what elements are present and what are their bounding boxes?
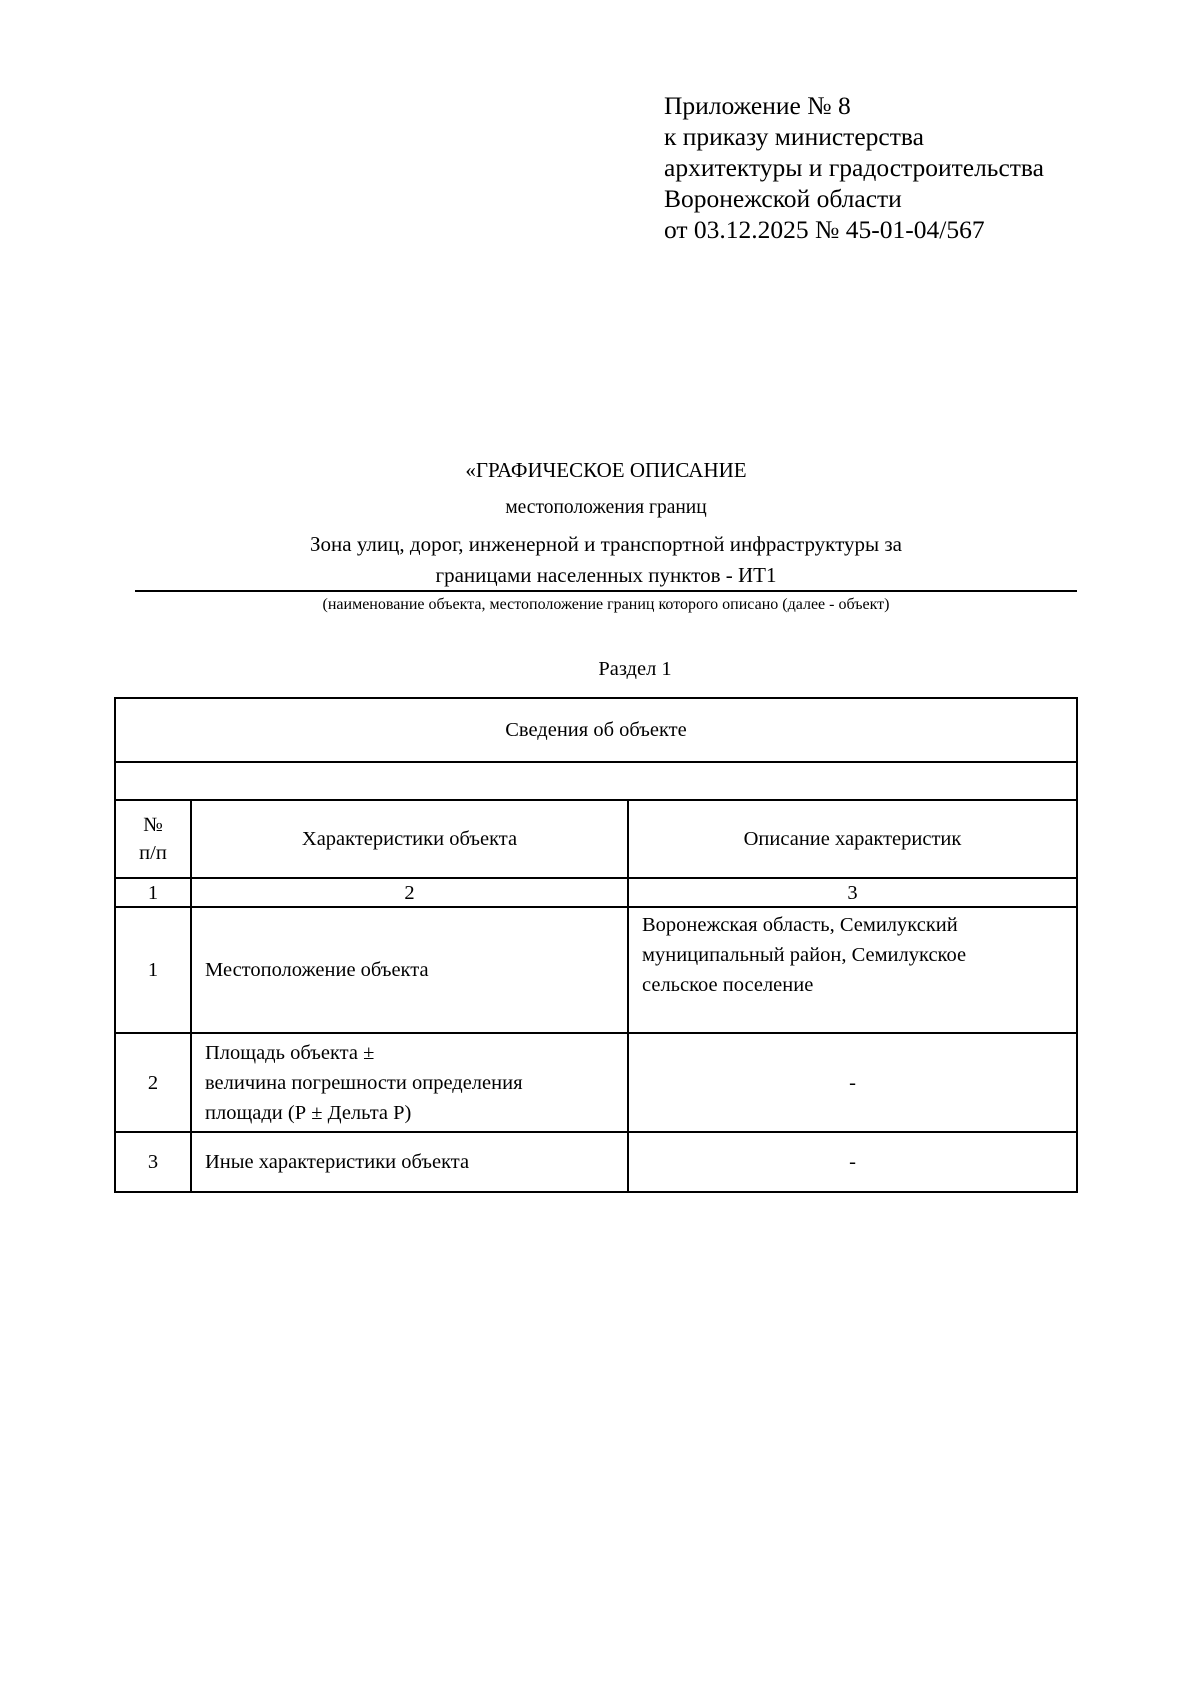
table-row bbox=[115, 907, 1077, 1033]
table-blank-row bbox=[115, 762, 1077, 800]
row-characteristic bbox=[191, 907, 628, 1033]
appendix-line: от 03.12.2025 № 45-01-04/567 bbox=[664, 215, 985, 244]
table-header-row bbox=[115, 800, 1077, 878]
object-name-line: Зона улиц, дорог, инженерной и транспортной инфраструктуры за bbox=[310, 532, 902, 556]
column-number: 3 bbox=[628, 878, 1077, 907]
row-characteristic-line: Иные характеристики объекта bbox=[205, 1151, 470, 1173]
appendix-line: архитектуры и градостроительства bbox=[664, 153, 1044, 182]
table-title-row bbox=[115, 698, 1077, 762]
object-name-underline bbox=[135, 590, 1077, 592]
row-description bbox=[628, 1033, 1077, 1132]
row-description-line: сельское поселение bbox=[642, 974, 814, 996]
object-name bbox=[135, 529, 1077, 591]
table-column-numbers-row bbox=[115, 878, 1077, 907]
row-characteristic-line: Площадь объекта ± bbox=[205, 1041, 375, 1064]
column-number: 1 bbox=[115, 878, 191, 907]
row-description-line: Воронежская область, Семилукский bbox=[642, 914, 958, 936]
column-number: 2 bbox=[191, 878, 628, 907]
row-characteristic-line: Местоположение объекта bbox=[205, 959, 429, 981]
header-characteristics: Характеристики объекта bbox=[191, 800, 628, 878]
section-label: Раздел 1 bbox=[598, 658, 672, 680]
appendix-line: Воронежской области bbox=[664, 184, 902, 213]
table-title: Сведения об объекте bbox=[115, 698, 1077, 762]
document-title: «ГРАФИЧЕСКОЕ ОПИСАНИЕ bbox=[465, 458, 747, 482]
row-description bbox=[628, 1132, 1077, 1192]
row-characteristic-line: величина погрешности определения bbox=[205, 1071, 523, 1094]
row-number: 1 bbox=[115, 907, 191, 1033]
row-description-line: - bbox=[849, 1071, 856, 1094]
appendix-line: к приказу министерства bbox=[664, 122, 924, 151]
header-num-line: п/п bbox=[139, 842, 167, 864]
appendix-block bbox=[664, 90, 1044, 245]
row-characteristic bbox=[191, 1132, 628, 1192]
header-num-line: № bbox=[143, 814, 163, 836]
document-subtitle: местоположения границ bbox=[505, 497, 707, 518]
table-row bbox=[115, 1132, 1077, 1192]
row-characteristic bbox=[191, 1033, 628, 1132]
row-description-line: - bbox=[849, 1151, 856, 1173]
row-number: 2 bbox=[115, 1033, 191, 1132]
row-description bbox=[628, 907, 1077, 1033]
table-blank-cell bbox=[115, 762, 1077, 800]
object-name-line: границами населенных пунктов - ИТ1 bbox=[435, 563, 777, 587]
object-name-caption: (наименование объекта, местоположение границ которого описано (далее - объект) bbox=[322, 596, 890, 613]
object-info-table bbox=[114, 697, 1078, 1193]
row-description-line: муниципальный район, Семилукское bbox=[642, 944, 967, 966]
header-num bbox=[115, 800, 191, 878]
header-description: Описание характеристик bbox=[628, 800, 1077, 878]
row-characteristic-line: площади (Р ± Дельта Р) bbox=[205, 1101, 412, 1124]
table-row bbox=[115, 1033, 1077, 1132]
appendix-line: Приложение № 8 bbox=[664, 91, 851, 120]
row-number: 3 bbox=[115, 1132, 191, 1192]
